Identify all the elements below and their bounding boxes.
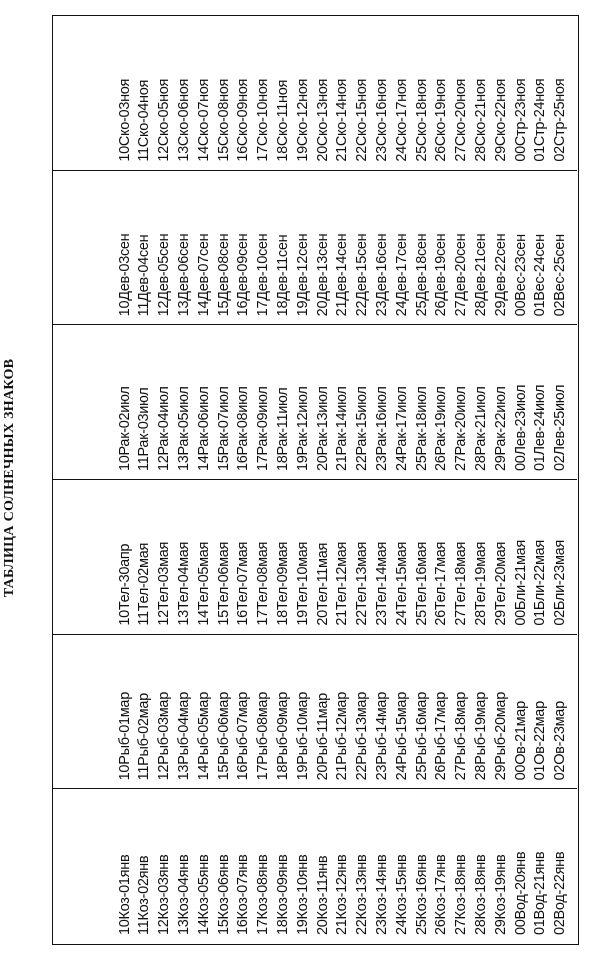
- table-cell: 22Дев-15сен: [354, 233, 371, 317]
- table-cell: 27Рак-20июл: [453, 386, 470, 471]
- table-cell: 22Ско-15ноя: [354, 78, 371, 162]
- table-cell: 16Коз-07янв: [235, 854, 252, 935]
- table-cell: 20Тел-11мая: [314, 542, 331, 626]
- table-cell: 28Рак-21июл: [473, 386, 490, 471]
- table-cell: 28Рыб-19мар: [473, 692, 490, 781]
- table-cell: 23Дев-16сен: [374, 233, 391, 317]
- table-cell: 10Дев-03сен: [116, 233, 133, 317]
- table-cell: 01Бли-22мая: [532, 540, 549, 626]
- table-cell: 24Ско-17ноя: [393, 78, 410, 162]
- table-cell: 16Рак-08июл: [235, 386, 252, 471]
- table-cell: 21Ско-14ноя: [334, 78, 351, 162]
- table-cell: 02Вод-22янв: [552, 851, 569, 935]
- table-cell: 16Тел-07мая: [235, 541, 252, 626]
- table-column-jan: [53, 789, 577, 943]
- table-cell: 14Рыб-05мар: [195, 692, 212, 781]
- table-cell: 11Дев-04сен: [136, 234, 153, 317]
- table-cell: 18Коз-09янв: [275, 854, 292, 935]
- table-cell: 29Рак-22июл: [492, 386, 509, 471]
- table-cell: 01Вод-21янв: [532, 851, 549, 935]
- table-cell: 10Ско-03ноя: [116, 78, 133, 162]
- table-cell: 29Рыб-20мар: [492, 692, 509, 781]
- table-cell: 16Рыб-07мар: [235, 692, 252, 781]
- table-cell: 13Ско-06ноя: [176, 78, 193, 162]
- table-cell: 20Дев-13сен: [314, 233, 331, 317]
- table-cell: 11Коз-02янв: [136, 855, 153, 935]
- table-cell: 13Дев-06сен: [176, 233, 193, 317]
- table-cell: 20Рыб-11мар: [314, 693, 331, 781]
- table-cell: 18Тел-09мая: [275, 541, 292, 626]
- table-cell: 14Тел-05мая: [195, 541, 212, 626]
- table-cell: 16Ско-09ноя: [235, 78, 252, 162]
- table-column-jul: [53, 325, 577, 480]
- table-cell: 15Ско-08ноя: [215, 78, 232, 162]
- table-cell: 12Тел-03мая: [156, 541, 173, 626]
- table-cell: 13Рак-05июл: [176, 386, 193, 471]
- table-cell: 24Коз-15янв: [393, 854, 410, 935]
- table-cell: 02Стр-25ноя: [552, 78, 569, 162]
- page-title-container: [0, 0, 20, 955]
- table-cell: 16Дев-09сен: [235, 233, 252, 317]
- table-cell: 13Коз-04янв: [176, 854, 193, 935]
- table-cell: 10Рак-02июл: [116, 386, 133, 471]
- table-cell: 15Рак-07июл: [215, 386, 232, 471]
- table-cell: 28Коз-18янв: [473, 854, 490, 935]
- table-cell: 29Тел-20мая: [492, 541, 509, 626]
- table-cell: 25Коз-16янв: [413, 854, 430, 935]
- table-cell: 19Рыб-10мар: [294, 692, 311, 781]
- table-cell: 19Рак-12июл: [294, 386, 311, 471]
- table-cell: 15Тел-06мая: [215, 541, 232, 626]
- table-cell: 17Коз-08янв: [255, 854, 272, 935]
- table-cell: 19Коз-10янв: [294, 854, 311, 935]
- table-cell: 27Ско-20ноя: [453, 78, 470, 162]
- table-cell: 00Ов-21мар: [512, 701, 529, 781]
- table-body: [53, 16, 577, 943]
- table-cell: 26Дев-19сен: [433, 233, 450, 317]
- table-cell: 00Бли-21мая: [512, 540, 529, 626]
- table-cell: 13Тел-04мая: [176, 541, 193, 626]
- table-cell: 18Дев-11сен: [275, 234, 292, 317]
- table-cell: 02Лев-25июл: [552, 384, 569, 471]
- table-cell: 26Тел-17мая: [433, 541, 450, 626]
- table-cell: 26Коз-17янв: [433, 854, 450, 935]
- table-cell: 23Ско-16ноя: [374, 78, 391, 162]
- table-cell: 26Рыб-17мар: [433, 692, 450, 781]
- table-cell: 10Коз-01янв: [116, 854, 133, 935]
- table-cell: 15Дев-08сен: [215, 233, 232, 317]
- table-cell: 02Вес-25сен: [552, 234, 569, 317]
- table-cell: 02Ов-23мар: [552, 701, 569, 781]
- table-cell: 29Ско-22ноя: [492, 78, 509, 162]
- table-cell: 14Коз-05янв: [195, 854, 212, 935]
- table-cell: 17Рак-09июл: [255, 386, 272, 471]
- table-cell: 24Рыб-15мар: [393, 692, 410, 781]
- table-cell: 25Рак-18июл: [413, 386, 430, 471]
- table-cell: 18Рак-11июл: [275, 387, 292, 471]
- table-cell: 20Рак-13июл: [314, 386, 331, 471]
- table-cell: 21Тел-12мая: [334, 541, 351, 626]
- table-cell: 21Рыб-12мар: [334, 692, 351, 781]
- table-cell: 01Вес-24сен: [532, 234, 549, 317]
- table-cell: 28Дев-21сен: [473, 233, 490, 317]
- table-cell: 00Вод-20янв: [512, 851, 529, 935]
- table-column-may: [53, 480, 577, 635]
- table-cell: 13Рыб-04мар: [176, 692, 193, 781]
- table-cell: 22Тел-13мая: [354, 541, 371, 626]
- table-cell: 22Рак-15июл: [354, 386, 371, 471]
- table-cell: 19Дев-12сен: [294, 233, 311, 317]
- table-cell: 27Дев-20сен: [453, 233, 470, 317]
- table-cell: 25Тел-16мая: [413, 541, 430, 626]
- table-cell: 01Стр-24ноя: [532, 78, 549, 162]
- table-cell: 25Рыб-16мар: [413, 692, 430, 781]
- table-cell: 27Тел-18мая: [453, 541, 470, 626]
- table-cell: 14Дев-07сен: [195, 233, 212, 317]
- table-cell: 10Тел-30апр: [116, 543, 133, 626]
- table-cell: 22Коз-13янв: [354, 854, 371, 935]
- table-cell: 26Рак-19июл: [433, 386, 450, 471]
- table-cell: 15Рыб-06мар: [215, 692, 232, 781]
- table-column-nov: [53, 16, 577, 171]
- page-title: ТАБЛИЦА СОЛНЕЧНЫХ ЗНАКОВ: [2, 358, 17, 597]
- table-cell: 12Ско-05ноя: [156, 78, 173, 162]
- sun-signs-table: [52, 15, 579, 945]
- table-cell: 15Коз-06янв: [215, 854, 232, 935]
- table-cell: 21Дев-14сен: [334, 233, 351, 317]
- table-cell: 20Коз-11янв: [314, 855, 331, 935]
- table-cell: 14Ско-07ноя: [195, 78, 212, 162]
- table-cell: 21Коз-12янв: [334, 854, 351, 935]
- table-column-mar: [53, 635, 577, 790]
- table-cell: 29Коз-19янв: [492, 854, 509, 935]
- table-cell: 11Ско-04ноя: [136, 79, 153, 162]
- table-cell: 12Рак-04июл: [156, 386, 173, 471]
- table-cell: 00Лев-23июл: [512, 384, 529, 471]
- table-cell: 11Рыб-02мар: [136, 693, 153, 781]
- table-cell: 27Коз-18янв: [453, 854, 470, 935]
- table-cell: 00Вес-23сен: [512, 234, 529, 317]
- table-cell: 28Ско-21ноя: [473, 78, 490, 162]
- table-cell: 14Рак-06июл: [195, 386, 212, 471]
- table-cell: 25Ско-18ноя: [413, 78, 430, 162]
- table-cell: 21Рак-14июл: [334, 386, 351, 471]
- table-cell: 23Рыб-14мар: [374, 692, 391, 781]
- table-cell: 12Рыб-03мар: [156, 692, 173, 781]
- table-cell: 29Дев-22сен: [492, 233, 509, 317]
- table-cell: 19Тел-10мая: [294, 541, 311, 626]
- table-cell: 24Тел-15мая: [393, 541, 410, 626]
- table-cell: 01Лев-24июл: [532, 384, 549, 471]
- table-cell: 02Бли-23мая: [552, 540, 569, 626]
- table-cell: 25Дев-18сен: [413, 233, 430, 317]
- table-cell: 18Ско-11ноя: [275, 79, 292, 162]
- table-cell: 17Дев-10сен: [255, 233, 272, 317]
- table-column-sep: [53, 171, 577, 326]
- table-cell: 01Ов-22мар: [532, 701, 549, 781]
- table-cell: 23Рак-16июл: [374, 386, 391, 471]
- table-cell: 12Дев-05сен: [156, 233, 173, 317]
- table-cell: 26Ско-19ноя: [433, 78, 450, 162]
- table-cell: 19Ско-12ноя: [294, 78, 311, 162]
- table-cell: 17Ско-10ноя: [255, 78, 272, 162]
- table-cell: 11Рак-03июл: [136, 387, 153, 471]
- table-cell: 24Дев-17сен: [393, 233, 410, 317]
- table-cell: 12Коз-03янв: [156, 854, 173, 935]
- table-cell: 00Стр-23ноя: [512, 78, 529, 162]
- table-cell: 10Рыб-01мар: [116, 692, 133, 781]
- table-cell: 11Тел-02мая: [136, 542, 153, 626]
- table-cell: 17Тел-08мая: [255, 541, 272, 626]
- table-cell: 27Рыб-18мар: [453, 692, 470, 781]
- table-cell: 22Рыб-13мар: [354, 692, 371, 781]
- table-cell: 20Ско-13ноя: [314, 78, 331, 162]
- table-cell: 17Рыб-08мар: [255, 692, 272, 781]
- table-cell: 28Тел-19мая: [473, 541, 490, 626]
- table-cell: 23Тел-14мая: [374, 541, 391, 626]
- table-cell: 18Рыб-09мар: [275, 692, 292, 781]
- table-cell: 23Коз-14янв: [374, 854, 391, 935]
- table-cell: 24Рак-17июл: [393, 386, 410, 471]
